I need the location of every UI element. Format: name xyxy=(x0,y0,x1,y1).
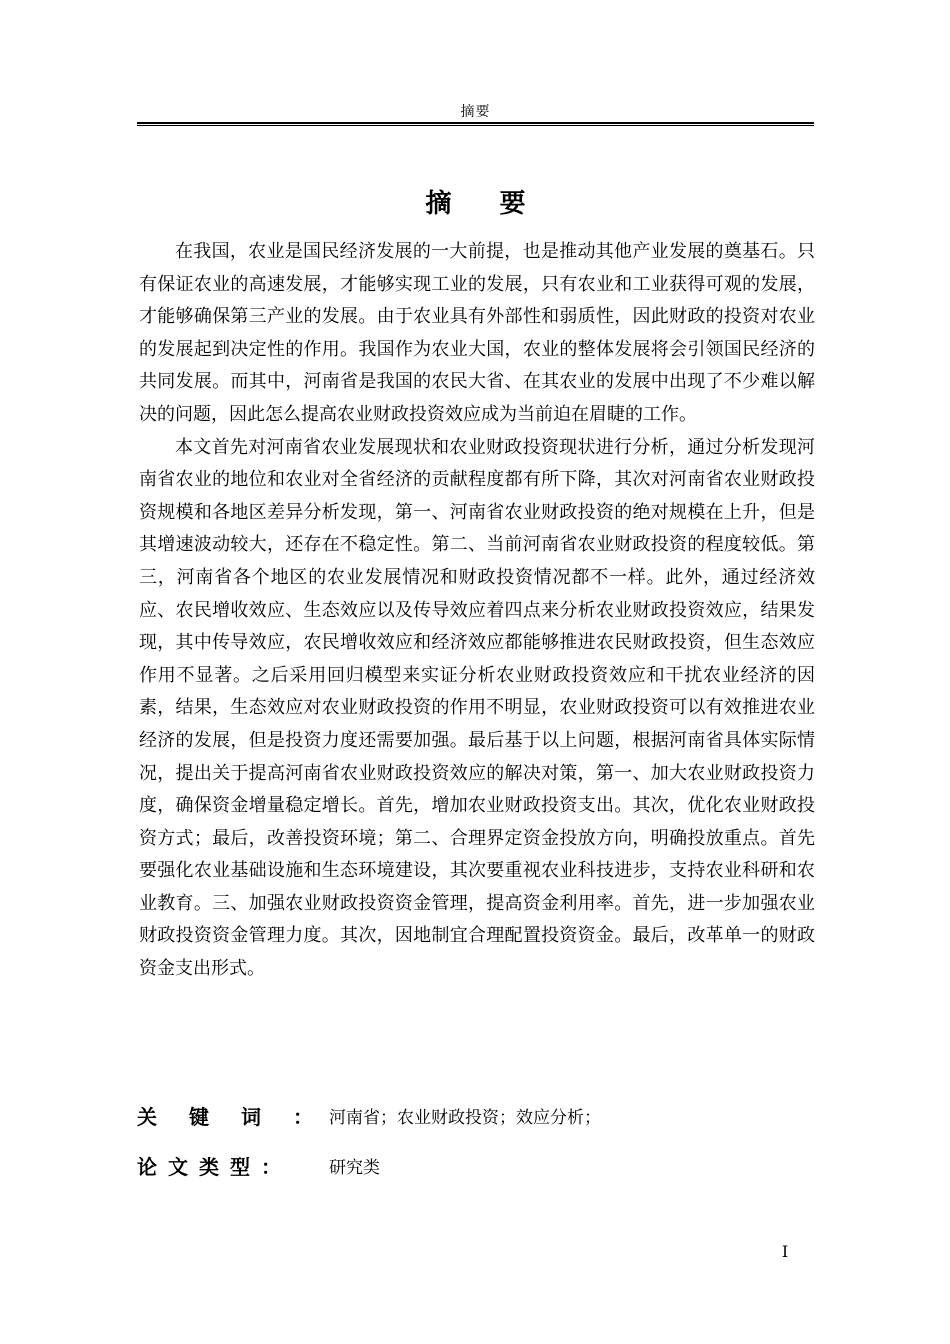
keywords-label: 关键词： xyxy=(137,1104,345,1129)
abstract-body xyxy=(139,236,815,986)
abstract-paragraph-1: 在我国，农业是国民经济发展的一大前提，也是推动其他产业发展的奠基石。只有保证农业的高速发展，才能够实现工业的发展，只有农业和工业获得可观的发展，才能够确保第三产业的发展。由于农业具有外部性和弱质性，因此财政的投资对农业的发展起到决定性的作用。我国作为农业大国，农业的整体发展将会引领国民经济的共同发展。而其中，河南省是我国的农民大省、在其农业的发展中出现了不少难以解决的问题，因此怎么提高农业财政投资效应成为当前迫在眉睫的工作。 xyxy=(139,241,815,425)
running-header: 摘要 xyxy=(460,104,491,120)
header-rule xyxy=(137,122,814,126)
page-number: I xyxy=(781,1242,789,1261)
paper-type-row xyxy=(137,1150,814,1180)
abstract-paragraph-2: 本文首先对河南省农业发展现状和农业财政投资现状进行分析，通过分析发现河南省农业的地位和农业对全省经济的贡献程度都有所下降，其次对河南省农业财政投资规模和各地区差异分析发现，第一、河南省农业财政投资的绝对规模在上升，但是其增速波动较大，还存在不稳定性。第二、当前河南省农业财政投资的程度较低。第三，河南省各个地区的农业发展情况和财政投资情况都不一样。此外，通过经济效应、农民增收效应、生态效应以及传导效应着四点来分析农业财政投资效应，结果发现，其中传导效应，农民增收效应和经济效应都能够推进农民财政投资，但生态效应作用不显著。之后采用回归模型来实证分析农业财政投资效应和干扰农业经济的因素，结果，生态效应对农业财政投资的作用不明显，农业财政投资可以有效推进农业经济的发展，但是投资力度还需要加强。最后基于以上问题，根据河南省具体实际情况，提出关于提高河南省农业财政投资效应的解决对策，第一、加大农业财政投资力度，确保资金增量稳定增长。首先，增加农业财政投资支出。其次，优化农业财政投资方式；最后，改善投资环境；第二、合理界定资金投放方向，明确投放重点。首先要强化农业基础设施和生态环境建设，其次要重视农业科技进步，支持农业科研和农业教育。三、加强农业财政投资资金管理，提高资金利用率。首先，进一步加强农业财政投资资金管理力度。其次，因地制宜合理配置投资资金。最后，改革单一的财政资金支出形式。 xyxy=(139,436,815,980)
page-title: 摘要 xyxy=(425,189,574,219)
keywords-row xyxy=(137,1100,814,1130)
paper-type-label: 论文类型： xyxy=(137,1154,292,1179)
keywords-value: 河南省；农业财政投资；效应分析； xyxy=(329,1107,601,1128)
paper-type-value: 研究类 xyxy=(329,1157,380,1178)
